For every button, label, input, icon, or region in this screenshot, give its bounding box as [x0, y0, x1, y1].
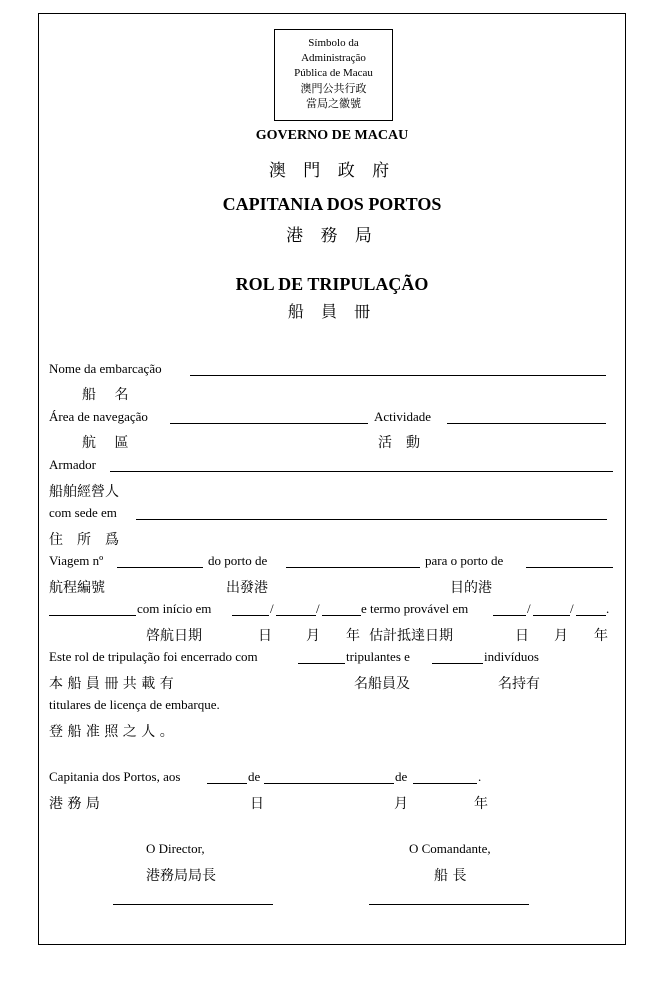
director-label-zh: 港務局局長: [146, 868, 216, 884]
signature-year-label-zh: 年: [474, 796, 488, 812]
commander-label-zh: 船 長: [434, 868, 467, 884]
owner-field[interactable]: [110, 471, 613, 472]
headquarters-label-zh: 住 所 爲: [49, 532, 119, 548]
signature-day-label-zh: 日: [250, 796, 264, 812]
to-port-label-zh: 目的港: [450, 580, 492, 596]
individuals-count-field[interactable]: [432, 663, 483, 664]
government-heading: GOVERNO DE MACAU: [255, 128, 409, 143]
expected-end-label: e termo provável em: [361, 601, 469, 616]
owner-label: Armador: [49, 457, 96, 472]
document-title: ROL DE TRIPULAÇÃO: [235, 274, 429, 294]
end-date-separator-2: /: [570, 601, 574, 616]
start-month-label-zh: 月: [306, 628, 320, 644]
headquarters-label: com sede em: [49, 505, 117, 520]
start-date-label: com início em: [137, 601, 212, 616]
owner-label-zh: 船舶經營人: [49, 484, 119, 500]
crew-members-label: tripulantes e: [346, 649, 410, 664]
voyage-number-label: Viagem nº: [49, 553, 104, 568]
license-holders-text-zh: 登 船 准 照 之 人 。: [49, 724, 174, 740]
end-date-period: .: [606, 601, 610, 616]
start-month-field[interactable]: [276, 615, 316, 616]
from-port-field[interactable]: [286, 567, 420, 568]
start-date-label-zh: 啓航日期: [146, 628, 202, 644]
navigation-area-label: Área de navegação: [49, 409, 148, 424]
vessel-name-field[interactable]: [190, 375, 606, 376]
emblem-placeholder: [274, 29, 393, 121]
commander-label: O Comandante,: [409, 841, 491, 856]
signature-de-2: de: [395, 769, 408, 784]
end-date-separator-1: /: [527, 601, 531, 616]
document-frame: [38, 13, 626, 945]
emblem-text-3: Pública de Macau: [294, 67, 373, 79]
end-day-field[interactable]: [493, 615, 526, 616]
activity-field[interactable]: [447, 423, 606, 424]
end-month-field[interactable]: [533, 615, 570, 616]
activity-label: Actividade: [374, 409, 432, 424]
commander-signature-field[interactable]: [369, 904, 529, 905]
start-date-separator-2: /: [316, 601, 320, 616]
place-label-zh: 港 務 局: [49, 796, 100, 812]
signature-month-label-zh: 月: [394, 796, 408, 812]
license-holders-text: titulares de licença de embarque.: [49, 697, 220, 712]
end-year-label-zh: 年: [594, 628, 608, 644]
start-year-label-zh: 年: [346, 628, 360, 644]
end-day-label-zh: 日: [515, 628, 529, 644]
crew-count-field[interactable]: [298, 663, 345, 664]
government-heading-zh: 澳 門 政 府: [268, 161, 396, 181]
place-date-label: Capitania dos Portos, aos: [49, 769, 181, 784]
closing-text-zh: 本 船 員 冊 共 載 有: [49, 676, 174, 692]
emblem-text-1: Símbolo da: [308, 37, 359, 49]
signature-month-field[interactable]: [264, 783, 394, 784]
signature-period: .: [478, 769, 482, 784]
to-port-label: para o porto de: [425, 553, 504, 568]
start-day-field[interactable]: [232, 615, 269, 616]
document-title-zh: 船 員 冊: [287, 302, 377, 321]
eta-label-zh: 估計抵達日期: [369, 628, 453, 644]
activity-label-zh: 活 動: [378, 435, 420, 451]
emblem-text-4: 澳門公共行政: [300, 82, 367, 95]
signature-day-field[interactable]: [207, 783, 247, 784]
office-heading: CAPITANIA DOS PORTOS: [222, 194, 442, 214]
voyage-number-label-zh: 航程編號: [49, 580, 105, 596]
navigation-area-label-zh: 航 區: [82, 435, 129, 451]
navigation-area-field[interactable]: [170, 423, 368, 424]
vessel-type-field[interactable]: [49, 615, 136, 616]
office-heading-zh: 港 務 局: [286, 226, 378, 246]
director-signature-field[interactable]: [113, 904, 273, 905]
closing-text: Este rol de tripulação foi encerrado com: [49, 649, 258, 664]
vessel-name-label: Nome da embarcação: [49, 361, 162, 376]
from-port-label: do porto de: [208, 553, 268, 568]
emblem-text-5: 當局之徽號: [306, 97, 361, 110]
to-port-field[interactable]: [526, 567, 613, 568]
end-year-field[interactable]: [576, 615, 606, 616]
holders-label-zh: 名持有: [498, 676, 540, 692]
crew-label-zh: 名船員及: [354, 676, 410, 692]
signature-year-field[interactable]: [413, 783, 477, 784]
signature-de-1: de: [248, 769, 261, 784]
start-year-field[interactable]: [322, 615, 361, 616]
headquarters-field[interactable]: [136, 519, 607, 520]
individuals-label: indivíduos: [484, 649, 539, 664]
voyage-number-field[interactable]: [117, 567, 203, 568]
from-port-label-zh: 出發港: [226, 580, 268, 596]
director-label: O Director,: [146, 841, 205, 856]
start-day-label-zh: 日: [258, 628, 272, 644]
end-month-label-zh: 月: [554, 628, 568, 644]
start-date-separator-1: /: [270, 601, 274, 616]
emblem-text-2: Administração: [301, 52, 366, 64]
vessel-name-label-zh: 船 名: [82, 387, 129, 403]
